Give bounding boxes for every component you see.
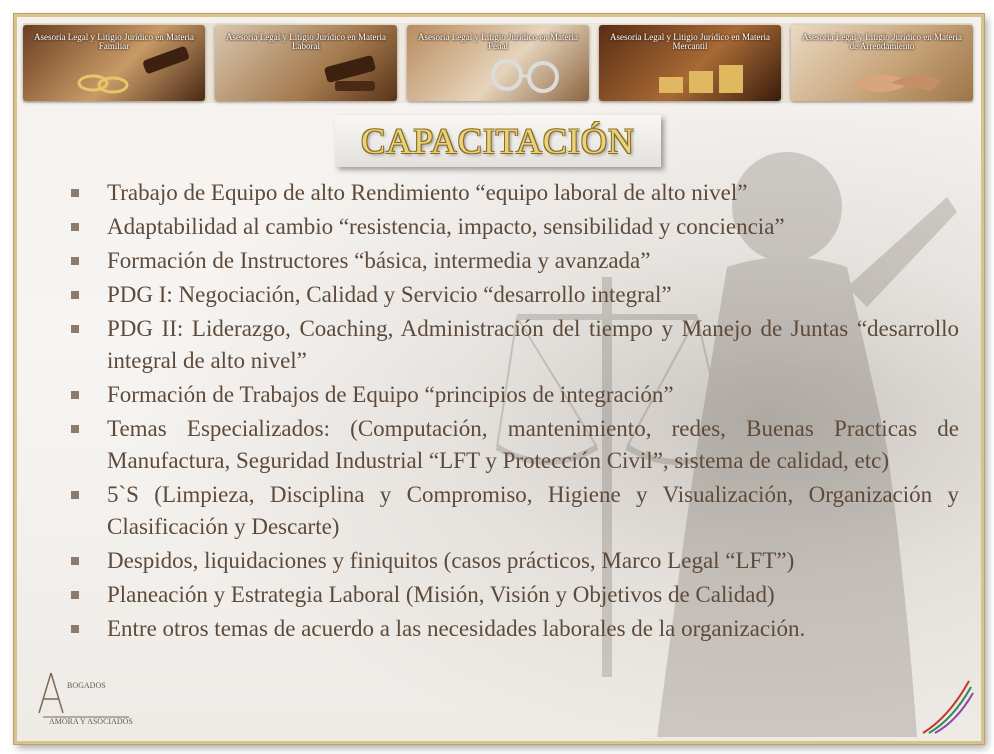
list-item-text: Trabajo de Equipo de alto Rendimiento “equipo laboral de alto nivel”	[107, 180, 748, 205]
square-bullet-icon	[71, 625, 79, 633]
list-item-text: Adaptabilidad al cambio “resistencia, impacto, sensibilidad y conciencia”	[107, 214, 785, 239]
header-banner	[23, 23, 973, 103]
square-bullet-icon	[71, 257, 79, 265]
square-bullet-icon	[71, 189, 79, 197]
list-item	[67, 177, 959, 209]
list-item	[67, 479, 959, 543]
square-bullet-icon	[71, 291, 79, 299]
banner-caption: Asesoría Legal y Litigio Jurídico en Materia de Arrendamiento	[802, 32, 962, 51]
list-item-text: 5`S (Limpieza, Disciplina y Compromiso, Higiene y Visualización, Organización y Clasificación y Descarte)	[107, 482, 959, 539]
list-item-text: PDG I: Negociación, Calidad y Servicio “desarrollo integral”	[107, 282, 672, 307]
banner-image-laboral	[215, 25, 397, 101]
list-item	[67, 413, 959, 477]
company-logo	[29, 669, 139, 731]
list-item-text: Temas Especializados: (Computación, mantenimiento, redes, Buenas Practicas de Manufactura, Seguridad Industrial “LFT y Protección Civil”, sistema de calidad, etc)	[107, 416, 959, 473]
banner-caption: Asesoría Legal y Litigio Jurídico en Materia Familiar	[34, 32, 194, 51]
title-box	[335, 115, 661, 167]
logo-text: BOGADOS	[67, 681, 106, 690]
banner-image-mercantil	[599, 25, 781, 101]
square-bullet-icon	[71, 491, 79, 499]
logo-text: AMORA Y ASOCIADOS	[49, 717, 133, 726]
banner-image-familiar	[23, 25, 205, 101]
list-item-text: Despidos, liquidaciones y finiquitos (casos prácticos, Marco Legal “LFT”)	[107, 548, 795, 573]
list-item-text: Formación de Instructores “básica, intermedia y avanzada”	[107, 248, 651, 273]
list-item	[67, 313, 959, 377]
list-item	[67, 579, 959, 611]
corner-swoosh-icon	[919, 677, 975, 735]
list-item	[67, 211, 959, 243]
square-bullet-icon	[71, 425, 79, 433]
list-item-text: PDG II: Liderazgo, Coaching, Administración del tiempo y Manejo de Juntas “desarrollo integral de alto nivel”	[107, 316, 959, 373]
square-bullet-icon	[71, 325, 79, 333]
banner-image-penal	[407, 25, 589, 101]
training-topics-list	[67, 177, 959, 647]
square-bullet-icon	[71, 591, 79, 599]
list-item	[67, 613, 959, 645]
banner-caption: Asesoría Legal y Litigio Jurídico en Materia Mercantil	[610, 32, 770, 51]
list-item-text: Formación de Trabajos de Equipo “principios de integración”	[107, 382, 674, 407]
list-item	[67, 545, 959, 577]
list-item-text: Planeación y Estrategia Laboral (Misión, Visión y Objetivos de Calidad)	[107, 582, 775, 607]
banner-caption: Asesoría Legal y Litigio Jurídico en Materia Penal	[418, 32, 578, 51]
list-item	[67, 379, 959, 411]
list-item	[67, 245, 959, 277]
list-item-text: Entre otros temas de acuerdo a las necesidades laborales de la organización.	[107, 616, 806, 641]
page-title: CAPACITACIÓN	[361, 121, 635, 161]
square-bullet-icon	[71, 223, 79, 231]
slide	[14, 14, 984, 744]
banner-caption: Asesoría Legal y Litigio Jurídico en Materia Laboral	[226, 32, 386, 51]
square-bullet-icon	[71, 557, 79, 565]
square-bullet-icon	[71, 391, 79, 399]
banner-image-arrendamiento	[791, 25, 973, 101]
list-item	[67, 279, 959, 311]
